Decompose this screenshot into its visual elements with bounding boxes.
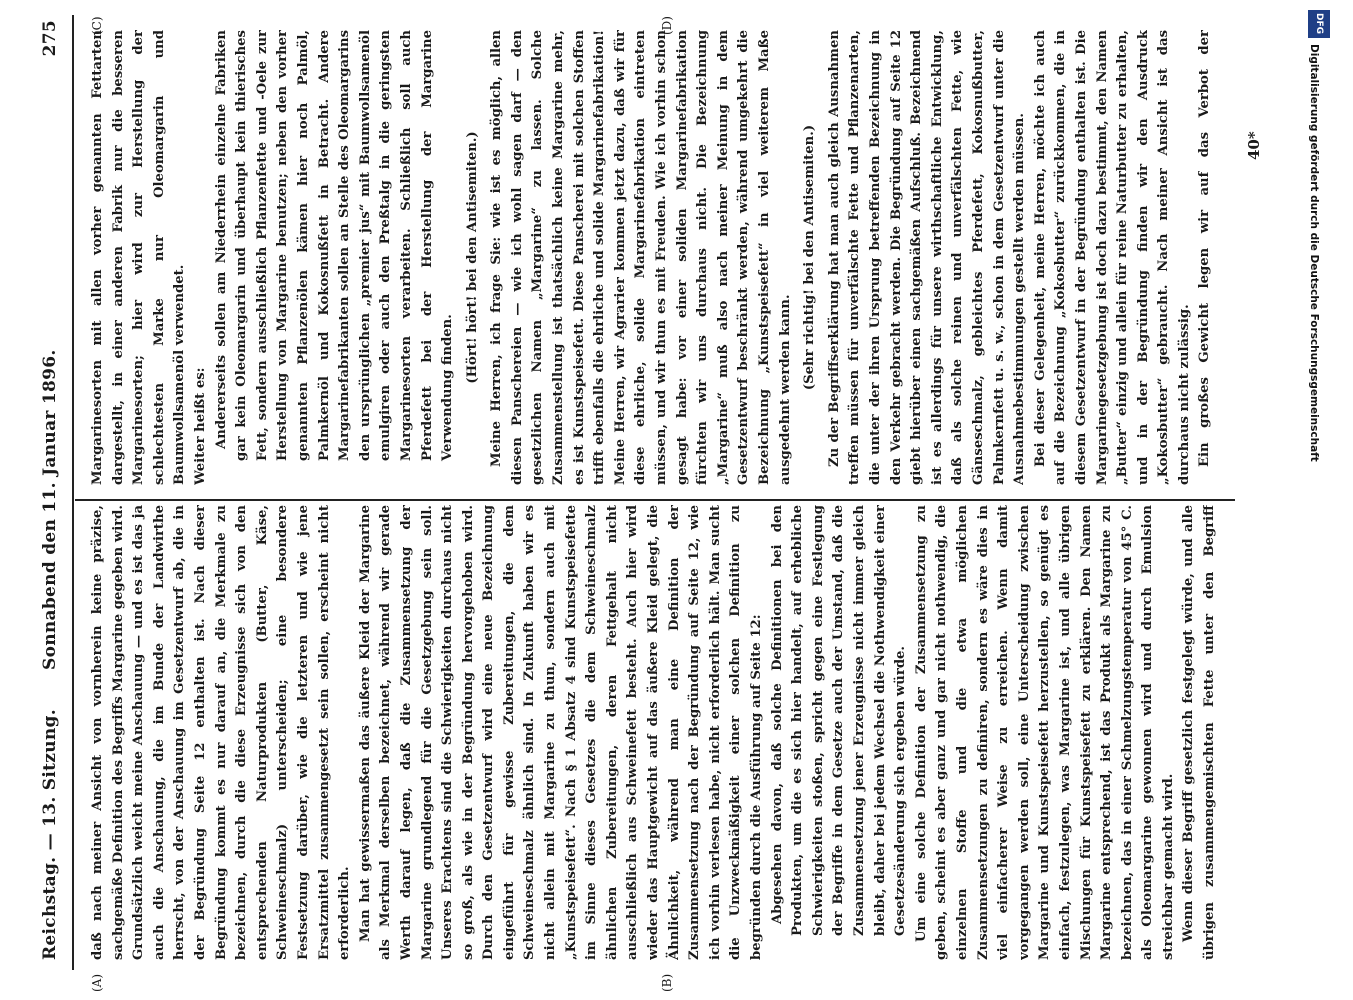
page-header <box>40 0 70 1000</box>
marker-b: (B) <box>660 973 674 992</box>
page-number: 275 <box>40 20 60 57</box>
interjection: (Sehr richtig! bei den Antisemiten.) <box>802 124 818 391</box>
paragraph: Um eine solche Definition der Zusammensetzung zu geben, scheint es aber ganz und gar nicht nothwendig, die einzelnen Stoffe und die etwa möglichen Zusammensetzungen zu definiren, sondern es wäre dies in viel einfacherer Weise zu erreichen. Wenn damit vorgegangen werden soll, eine Unterscheidung zwischen Margarine und Kunstspeisefett herzustellen, so genügt es einfach, festzulegen, was Margarine ist, und alle übrigen Mischungen für Kunstspeisefett zu erklären. Den Namen Margarine entsprechend, ist das Produkt als Margarine zu bezeichnen, das in einer Schmelzungstemperatur von 45° C. als Oleomargarine gewonnen wird und durch Emulsion streichbar gemacht wird. <box>913 505 1176 960</box>
marker-c: (C) <box>90 16 104 35</box>
paragraph: Meine Herren, ich frage Sie: wie ist es möglich, allen diesen Panschereien — wie ich wohl sagen darf — den gesetzlichen Namen „Margarine“ zu lassen. Solche Zusammenstellung ist thatsächlich keine Margarine mehr, es ist Kunstspeisefett. Diese Panscherei mit solchen Stoffen trifft ebenfalls die ehrliche und solide Margarinefabrikation! Meine Herren, wir Agrarier kommen jetzt dazu, daß wir für diese ehrliche, solide Margarinefabrikation eintreten müssen, und wir thun es mit Freuden. Wie ich vorhin schon gesagt habe: vor einer soliden Margarinefabrikation fürchten wir uns durchaus nicht. Die Bezeichnung „Margarine“ muß also nach meiner Meinung in dem Gesetzentwurf beschränkt werden, während umgekehrt die Bezeichnung „Kunstspeisefett“ in viel weiterem Maße ausgedehnt werden kann. <box>489 30 793 485</box>
header-date: Sonnabend den 11. Januar 1896. <box>40 349 60 670</box>
left-column <box>88 505 1218 960</box>
header-rule <box>72 15 74 970</box>
quotation: Abgesehen davon, daß solche Definitionen bei den Produkten, um die es sich hier handelt, auf erhebliche Schwierigkeiten stoßen, spricht gegen eine Festlegung der Begriffe in dem Gesetze auch der Umstand, daß die Zusammensetzung jener Erzeugnisse nicht immer gleich bleibt, daher bei jedem Wechsel die Nothwendigkeit einer Gesetzesänderung sich ergeben würde. <box>769 505 909 936</box>
paragraph: Wenn dieser Begriff gesetzlich festgelegt würde, und alle übrigen zusammengemischten Fette unter den Begriff <box>1181 505 1218 960</box>
rotated-page <box>20 0 1310 1000</box>
paragraph: Bei dieser Gelegenheit, meine Herren, möchte ich auch auf die Bezeichnung „Kokosbutter“ zurückkommen, die in diesem Gesetzentwurf in der Begründung enthalten ist. Die Margarinegesetzgebung ist doch dazu bestimmt, den Namen „Butter“ einzig und allein für reine Naturbutter zu erhalten, und in der Begründung finden wir den Ausdruck „Kokosbutter“ gebraucht. Nach meiner Ansicht ist das durchaus nicht zulässig. <box>1032 30 1192 485</box>
header-session: Reichstag. — 13. Sitzung. <box>40 709 60 960</box>
paragraph: daß nach meiner Ansicht von vornherein keine präzise, sachgemäße Definition des Begriffs Margarine gegeben wird. Grundsätzlich weicht meine Anschauung — und es ist das ja auch die Anschauung, die im Bunde der Landwirthe herrscht, von der Anschauung im Gesetzentwurf ab, die in der Begründung Seite 12 enthalten ist. Nach dieser Begründung kommt es nur darauf an, die Merkmale zu bezeichnen, durch die diese Erzeugnisse sich von den entsprechenden Naturprodukten (Butter, Käse, Schweineschmalz) unterscheiden; eine besondere Festsetzung darüber, wie die letzteren und wie jene Ersatzmittel zusammengesetzt sein sollen, erscheint nicht erforderlich. <box>90 505 353 960</box>
interjection: (Hört! hört! bei den Antisemiten.) <box>464 131 480 384</box>
paragraph: Weiter heißt es: <box>192 367 208 485</box>
paragraph: Man hat gewissermaßen das äußere Kleid der Margarine als Merkmal derselben bezeichnet, während wir gerade Werth darauf legen, daß die Zusammensetzung der Margarine grundlegend für die Gesetzgebung sein soll. Unseres Erachtens sind die Schwierigkeiten durchaus nicht so groß, als wie in der Begründung hervorgehoben wird. Durch den Gesetzentwurf wird eine neue Bezeichnung eingeführt für gewisse Zubereitungen, die dem Schweineschmalz ähnlich sind. In Zukunft haben wir es nicht allein mit Margarine zu thun, sondern auch mit „Kunstspeisefett“. Nach § 1 Absatz 4 sind Kunstspeisefette im Sinne dieses Gesetzes die dem Schweineschmalz ähnlichen Zubereitungen, deren Fettgehalt nicht ausschließlich aus Schweinefett besteht. Auch hier wird wieder das Hauptgewicht auf das äußere Kleid gelegt, die Ähnlichkeit, während man eine Definition der Zusammensetzung nach der Begründung auf Seite 12, wie ich vorhin verlesen habe, nicht erforderlich hält. Man sucht die Unzweckmäßigkeit einer solchen Definition zu begründen durch die Ausführung auf Seite 12: <box>357 505 764 960</box>
right-column <box>88 30 1218 485</box>
dfg-logo: DFG <box>1308 10 1330 38</box>
paragraph: Ein großes Gewicht legen wir auf das Verbot der <box>1197 30 1213 467</box>
marker-d: (D) <box>660 16 674 35</box>
credit-text: Digitalisierung gefördert durch die Deutsche Forschungsgemeinschaft <box>1308 44 1320 462</box>
column-divider <box>75 499 1235 501</box>
paragraph: Zu der Begriffserklärung hat man auch gleich Ausnahmen treffen müssen für unverfälschte Fette und Pflanzenarten, die unter der ihren Ursprung betreffenden Bezeichnung in den Verkehr gebracht werden. Die Begründung auf Seite 12 giebt hierüber einen sachgemäßen Aufschluß. Bezeichnend ist es allerdings für unsere wirthschaftliche Entwicklung, daß als solche reinen und unverfälschten Fette, wie Gänseschmalz, gebleichtes Pferdefett, Kokosnußbutter, Palmkernfett u. s. w., schon in dem Gesetzentwurf unter die Ausnahmebestimmungen gestellt werden müssen. <box>826 30 1028 485</box>
marker-a: (A) <box>90 973 104 992</box>
digitization-credit <box>1300 8 1340 988</box>
paragraph: Margarinesorten mit allen vorher genannten Fettarten dargestellt, in einer anderen Fabrik nur die besseren Margarinesorten; hier wird zur Herstellung der schlechtesten Marke nur Oleomargarin und Baumwollsamenöl verwendet. <box>90 30 188 485</box>
sheet-signature: 40* <box>1245 131 1263 160</box>
quotation: Andererseits sollen am Niederrhein einzelne Fabriken gar kein Oleomargarin und überhaupt kein thierisches Fett, sondern ausschließlich Pflanzenfette und -Oele zur Herstellung von Margarine benutzen; neben den vorher genannten Pflanzenölen kämen hier noch Palmöl, Palmkernöl und Kokosnußfett in Betracht. Andere Margarinefabrikanten sollen an Stelle des Oleomargarins den ursprünglichen „premier jus“ mit Baumwollsamenöl emulgiren oder auch den Preßtalg in die geringsten Margarinesorten verarbeiten. Schließlich soll auch Pferdefett bei der Herstellung der Margarine Verwendung finden. <box>213 30 456 461</box>
